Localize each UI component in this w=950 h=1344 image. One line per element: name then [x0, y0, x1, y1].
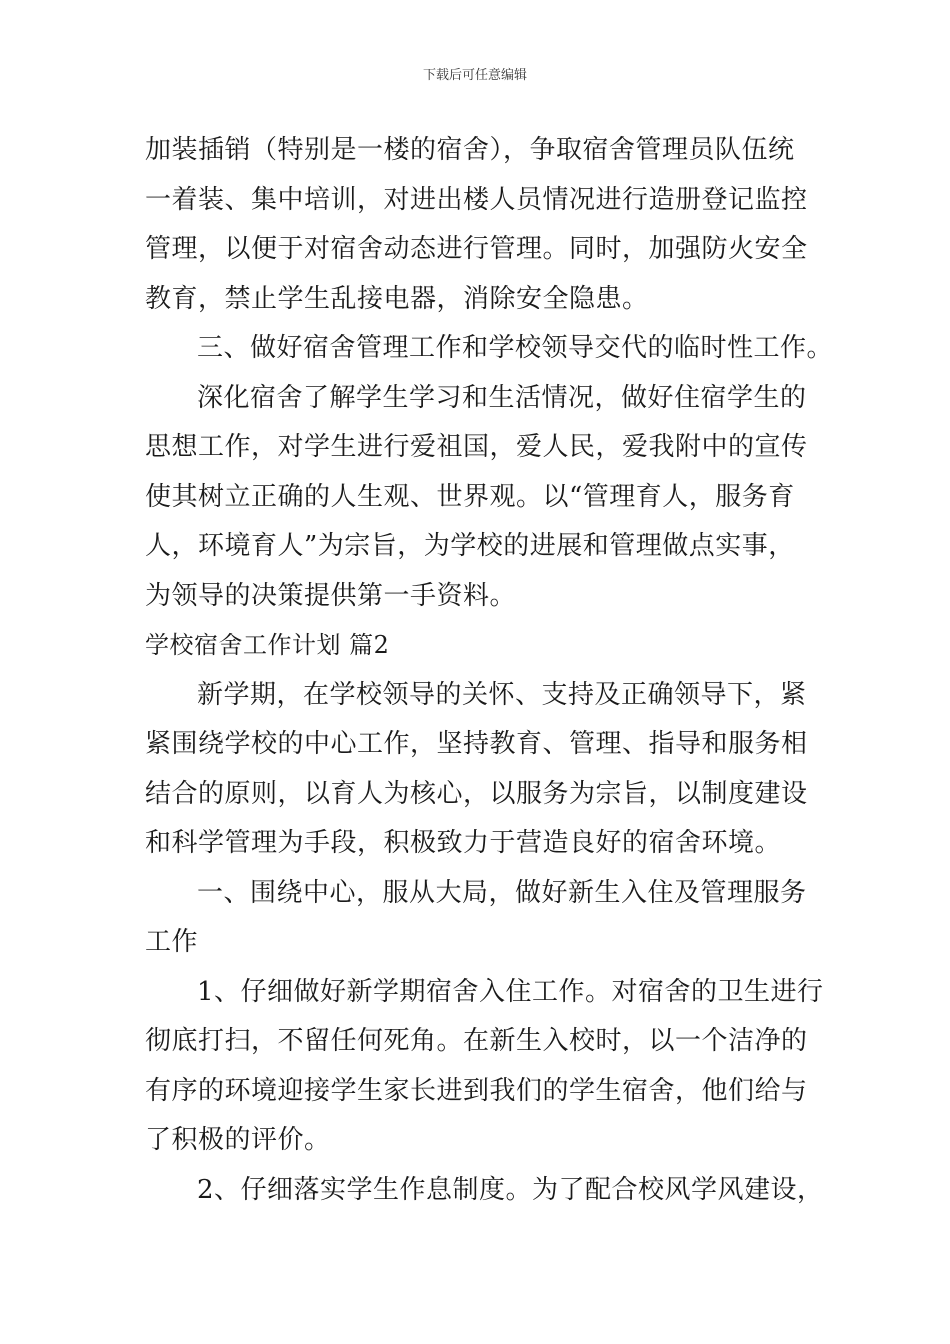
- text-line: 加装插销（特别是一楼的宿舍），争取宿舍管理员队伍统: [145, 135, 795, 165]
- text-line: 为领导的决策提供第一手资料。: [145, 580, 517, 611]
- text-line: 思想工作，对学生进行爱祖国，爱人民，爱我附中的宣传: [145, 432, 808, 462]
- page-header: 下载后可任意编辑: [422, 68, 527, 83]
- text-line: 教育，禁止学生乱接电器，消除安全隐患。: [145, 283, 649, 314]
- text-line: 新学期，在学校领导的关怀、支持及正确领导下，紧: [197, 679, 807, 710]
- text-line: 人，环境育人”为宗旨，为学校的进展和管理做点实事，: [145, 531, 795, 561]
- text-line: 有序的环境迎接学生家长进到我们的学生宿舍，他们给与: [145, 1075, 808, 1106]
- document-body: [145, 126, 834, 1215]
- text-line: 深化宿舍了解学生学习和生活情况，做好住宿学生的: [197, 382, 807, 413]
- text-line: 紧围绕学校的中心工作，坚持教育、管理、指导和服务相: [145, 729, 808, 759]
- section-title: 学校宿舍工作计划 篇2: [145, 631, 390, 659]
- text-line: 和科学管理为手段，积极致力于营造良好的宿舍环境。: [145, 828, 782, 858]
- section-heading: 一、围绕中心，服从大局，做好新生入住及管理服务: [197, 877, 807, 908]
- text-line: 2、仔细落实学生作息制度。为了配合校风学风建设，: [197, 1174, 824, 1205]
- text-line: 了积极的评价。: [145, 1125, 331, 1155]
- text-line: 工作: [145, 927, 199, 957]
- text-line: 管理，以便于对宿舍动态进行管理。同时，加强防火安全: [145, 234, 808, 264]
- text-line: 使其树立正确的人生观、世界观。以“管理育人，服务育: [145, 481, 795, 512]
- section-heading: 三、做好宿舍管理工作和学校领导交代的临时性工作。: [197, 333, 834, 363]
- text-line: 1、仔细做好新学期宿舍入住工作。对宿舍的卫生进行: [197, 976, 824, 1007]
- text-line: 彻底打扫，不留任何死角。在新生入校时，以一个洁净的: [145, 1026, 808, 1056]
- text-line: 结合的原则，以育人为核心，以服务为宗旨，以制度建设: [145, 778, 808, 809]
- text-line: 一着装、集中培训，对进出楼人员情况进行造册登记监控: [145, 184, 808, 215]
